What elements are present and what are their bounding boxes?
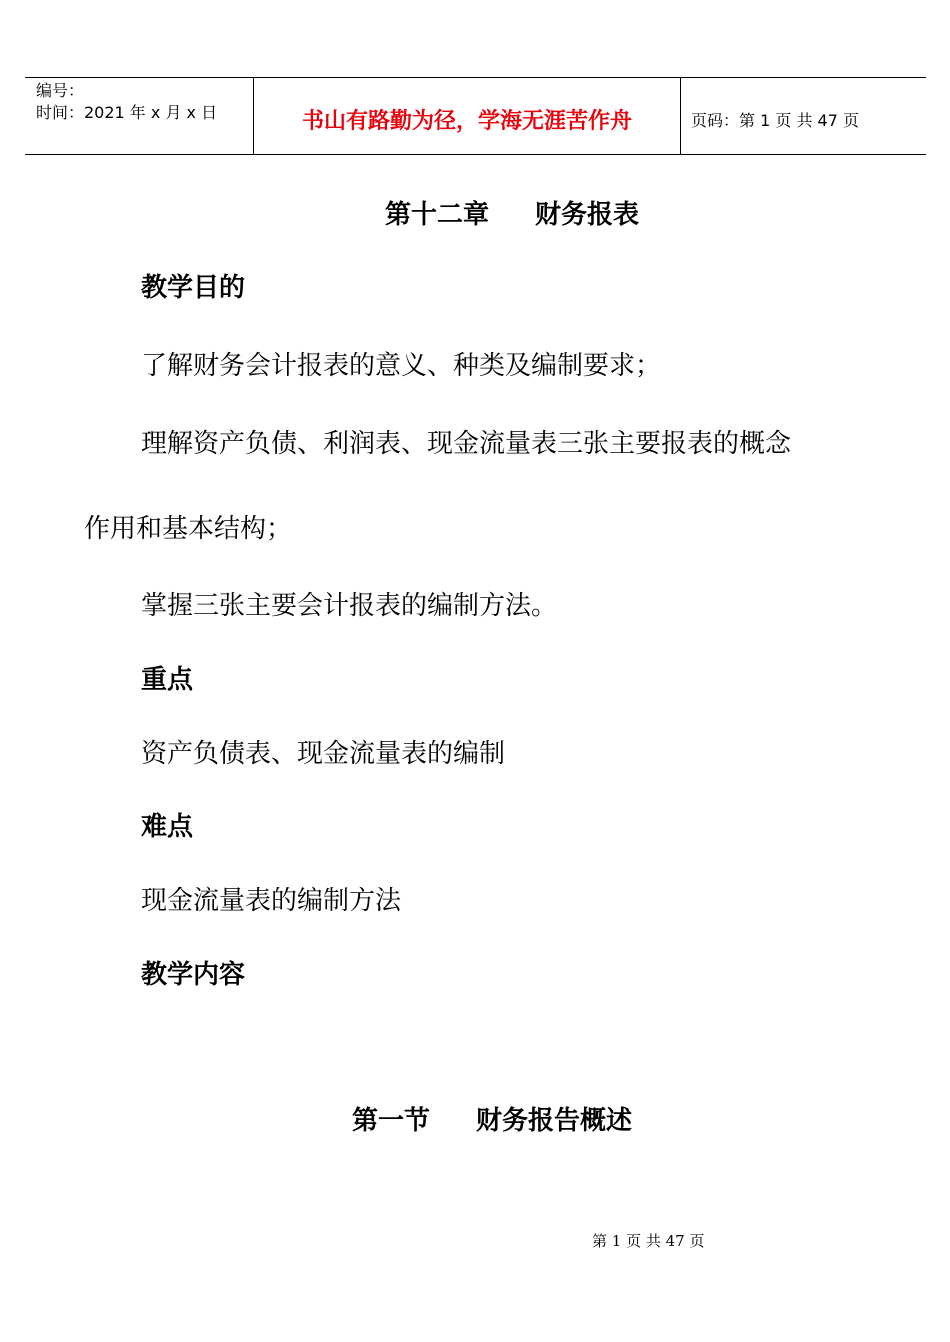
content-heading: 教学内容 xyxy=(141,960,246,990)
section-name: 财务报告概述 xyxy=(476,1106,633,1136)
difficulty-text: 现金流量表的编制方法 xyxy=(141,886,402,916)
header-meta-cell xyxy=(25,78,254,154)
objectives-heading: 教学目的 xyxy=(141,273,246,303)
section-number: 第一节 xyxy=(352,1106,431,1136)
objective-2-line-1: 理解资产负债、利润表、现金流量表三张主要报表的概念 xyxy=(141,429,792,459)
header-motto: 书山有路勤为径，学海无涯苦作舟 xyxy=(254,78,681,154)
document-time-label: 时间：2021 年 x 月 x 日 xyxy=(36,103,218,122)
page-header xyxy=(25,77,926,155)
objective-3: 掌握三张主要会计报表的编制方法。 xyxy=(141,591,558,621)
chapter-title xyxy=(385,198,639,232)
objective-2-line-2: 作用和基本结构； xyxy=(84,514,293,544)
chapter-name: 财务报表 xyxy=(535,200,640,230)
page-footer: 第 1 页 共 47 页 xyxy=(592,1232,705,1250)
key-points-text: 资产负债表、现金流量表的编制 xyxy=(141,739,506,769)
header-page-info: 页码：第 1 页 共 47 页 xyxy=(691,110,859,130)
difficulty-heading: 难点 xyxy=(141,812,194,842)
objective-1: 了解财务会计报表的意义、种类及编制要求； xyxy=(141,351,662,381)
document-number-label: 编号： xyxy=(36,81,85,100)
section-title xyxy=(352,1104,632,1138)
key-points-heading: 重点 xyxy=(141,665,194,695)
chapter-number: 第十二章 xyxy=(385,200,490,230)
